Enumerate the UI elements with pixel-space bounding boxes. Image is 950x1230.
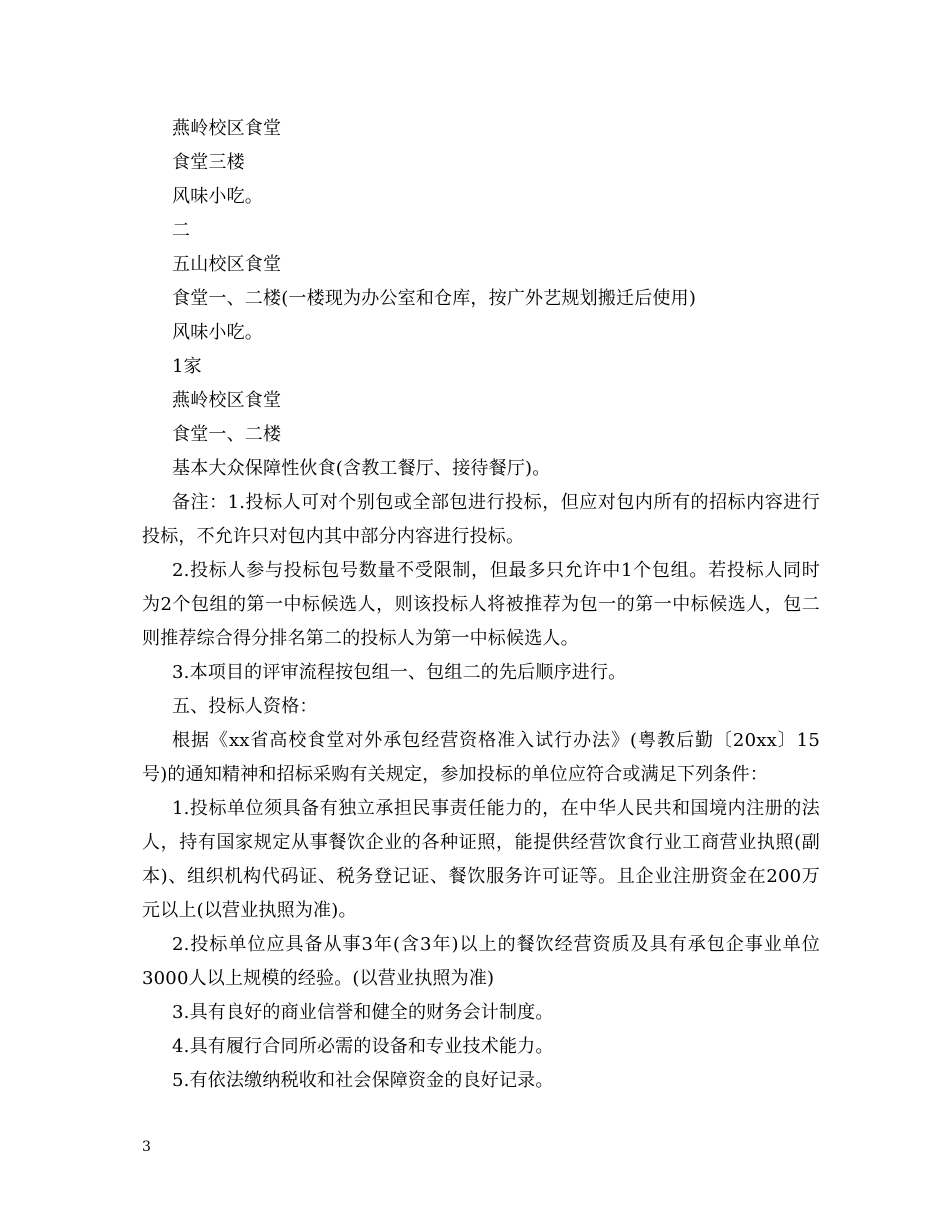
page-number: 3 [142,1139,151,1155]
text-line: 1家 [172,356,202,377]
remarks-item-paragraph: 2.投标人参与投标包号数量不受限制，但最多只允许中1个包组。若投标人同时为2个包组的第一中标候选人，则该投标人将被推荐为包一的第一中标候选人，包二则推荐综合得分排名第二的投标人为第一中标候选人。 [142,560,820,649]
text-line: 燕岭校区食堂 [172,390,282,411]
qualification-item-paragraph: 3.具有良好的商业信誉和健全的财务会计制度。 [172,1002,554,1023]
qualification-item-paragraph: 2.投标单位应具备从事3年(含3年)以上的餐饮经营资质及具有承包企事业单位3000人以上规模的经验。(以营业执照为准) [142,934,820,989]
remarks-item-paragraph: 3.本项目的评审流程按包组一、包组二的先后顺序进行。 [172,662,627,683]
text-line: 燕岭校区食堂 [172,118,282,139]
text-line: 风味小吃。 [172,322,263,343]
text-line: 风味小吃。 [172,186,263,207]
remarks-paragraph: 备注：1.投标人可对个别包或全部包进行投标，但应对包内所有的招标内容进行投标，不允许只对包内其中部分内容进行投标。 [142,492,820,547]
text-line: 基本大众保障性伙食(含教工餐厅、接待餐厅)。 [172,458,551,479]
qualification-item-paragraph: 5.有依法缴纳税收和社会保障资金的良好记录。 [172,1070,554,1091]
qualification-item-paragraph: 1.投标单位须具备有独立承担民事责任能力的，在中华人民共和国境内注册的法人，持有国家规定从事餐饮企业的各种证照，能提供经营饮食行业工商营业执照(副本)、组织机构代码证、税务登记证、餐饮服务许可证等。且企业注册资金在200万元以上(以营业执照为准)。 [142,798,820,921]
text-line: 食堂一、二楼(一楼现为办公室和仓库，按广外艺规划搬迁后使用) [172,288,697,309]
text-line: 二 [172,220,191,241]
section-heading: 五、投标人资格： [172,696,318,717]
qualification-item-paragraph: 4.具有履行合同所必需的设备和专业技术能力。 [172,1036,554,1057]
document-body [142,112,820,1098]
qualification-intro-paragraph: 根据《xx省高校食堂对外承包经营资格准入试行办法》(粤教后勤〔20xx〕15号)的通知精神和招标采购有关规定，参加投标的单位应符合或满足下列条件： [142,730,820,785]
text-line: 五山校区食堂 [172,254,282,275]
text-line: 食堂三楼 [172,152,245,173]
text-line: 食堂一、二楼 [172,424,282,445]
